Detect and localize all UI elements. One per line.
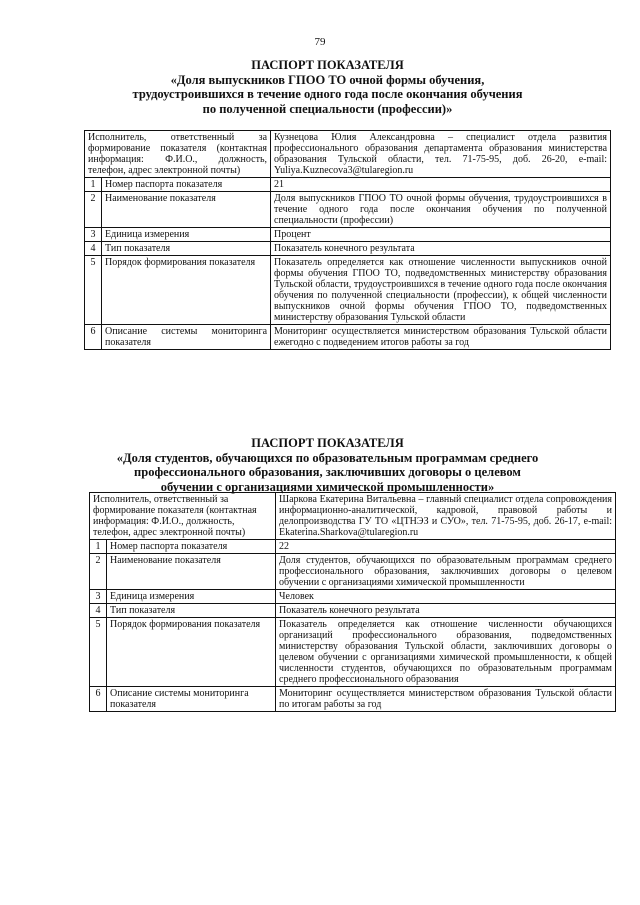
row-value: Мониторинг осуществляется министерством образования Тульской области по итогам работы за год bbox=[276, 687, 616, 712]
row-label: Описание системы мониторинга показателя bbox=[102, 325, 271, 350]
table-row bbox=[90, 604, 616, 618]
row-label: Порядок формирования показателя bbox=[107, 618, 276, 687]
table-row bbox=[85, 256, 611, 325]
passport-2-title-line: «Доля студентов, обучающихся по образовательным программам среднего bbox=[116, 450, 539, 465]
passport-1-title bbox=[60, 58, 595, 116]
executor-label: Исполнитель, ответственный за формирование показателя (контактная информация: Ф.И.О., должность, телефон, адрес электронной почты) bbox=[85, 131, 271, 178]
row-value: Человек bbox=[276, 590, 616, 604]
row-label: Тип показателя bbox=[107, 604, 276, 618]
row-number: 1 bbox=[85, 178, 102, 192]
row-value: Мониторинг осуществляется министерством образования Тульской области ежегодно с подведением итогов работы за год bbox=[271, 325, 611, 350]
table-row bbox=[85, 325, 611, 350]
row-label: Тип показателя bbox=[102, 242, 271, 256]
passport-2-title-line: профессионального образования, заключивших договоры о целевом bbox=[134, 465, 521, 479]
row-value: Процент bbox=[271, 228, 611, 242]
table-row bbox=[85, 228, 611, 242]
row-number: 4 bbox=[85, 242, 102, 256]
executor-label: Исполнитель, ответственный за формирование показателя (контактная информация: Ф.И.О., должность, телефон, адрес электронной почты) bbox=[90, 493, 276, 540]
executor-value: Шаркова Екатерина Витальевна – главный специалист отдела сопровождения информационно-аналитической, кадровой, правовой работы и делопроизводства ГУ ТО «ЦТНЭЗ и СУО», тел. 71-75-95, доб. 26-17, e-mail: Ekaterina.Sharkova@tularegion.ru bbox=[276, 493, 616, 540]
row-number: 3 bbox=[90, 590, 107, 604]
row-label: Единица измерения bbox=[102, 228, 271, 242]
row-number: 5 bbox=[90, 618, 107, 687]
row-value: Доля выпускников ГПОО ТО очной формы обучения, трудоустроившихся в течение одного года после окончания обучения по полученной специальности (профессии) bbox=[271, 192, 611, 228]
table-row bbox=[90, 618, 616, 687]
table-row bbox=[85, 131, 611, 178]
table-row bbox=[85, 178, 611, 192]
row-number: 6 bbox=[85, 325, 102, 350]
passport-1-title-line: трудоустроившихся в течение одного года после окончания обучения bbox=[132, 87, 523, 101]
row-value: Показатель конечного результата bbox=[271, 242, 611, 256]
row-number: 3 bbox=[85, 228, 102, 242]
passport-1-title-line: по полученной специальности (профессии)» bbox=[202, 101, 453, 116]
table-row bbox=[85, 192, 611, 228]
passport-2-table bbox=[89, 492, 616, 712]
table-row bbox=[90, 540, 616, 554]
row-number: 2 bbox=[90, 554, 107, 590]
table-row bbox=[90, 590, 616, 604]
row-number: 6 bbox=[90, 687, 107, 712]
table-row bbox=[90, 493, 616, 540]
row-number: 2 bbox=[85, 192, 102, 228]
passport-2-title bbox=[60, 436, 595, 494]
table-row bbox=[85, 242, 611, 256]
row-label: Описание системы мониторинга показателя bbox=[107, 687, 276, 712]
row-number: 1 bbox=[90, 540, 107, 554]
passport-1-table bbox=[84, 130, 611, 350]
table-row bbox=[90, 554, 616, 590]
row-number: 4 bbox=[90, 604, 107, 618]
passport-2-title-line: ПАСПОРТ ПОКАЗАТЕЛЯ bbox=[251, 436, 404, 450]
row-value: Показатель конечного результата bbox=[276, 604, 616, 618]
row-value: 21 bbox=[271, 178, 611, 192]
row-label: Порядок формирования показателя bbox=[102, 256, 271, 325]
row-number: 5 bbox=[85, 256, 102, 325]
row-label: Наименование показателя bbox=[102, 192, 271, 228]
passport-1-title-line: ПАСПОРТ ПОКАЗАТЕЛЯ bbox=[251, 58, 404, 72]
row-value: Показатель определяется как отношение численности обучающихся организаций профессионального образования, подведомственных министерству образования Тульской области, заключивших договоры о целевом обучении с организациями химической промышленности, к общей численности студентов, обучающихся по образовательным программам среднего профессионального образования bbox=[276, 618, 616, 687]
row-label: Номер паспорта показателя bbox=[107, 540, 276, 554]
row-value: Доля студентов, обучающихся по образовательным программам среднего профессионального образования, заключивших договоры о целевом обучении с организациями химической промышленности bbox=[276, 554, 616, 590]
executor-value: Кузнецова Юлия Александровна – специалист отдела развития профессионального образования департамента образования министерства образования Тульской области, тел. 71-75-95, доб. 26-20, e-mail: Yuliya.Kuznecova3@tularegion.ru bbox=[271, 131, 611, 178]
page-number: 79 bbox=[314, 36, 326, 48]
row-value: Показатель определяется как отношение численности выпускников очной формы обучения ГПОО ТО, подведомственных министерству образования Тульской области, трудоустроившихся в течение одного года после окончания обучения по полученной специальности (профессии), к общей численности выпускников очной формы обучения ГПОО ТО, подведомственных министерству образования Тульской области bbox=[271, 256, 611, 325]
table-row bbox=[90, 687, 616, 712]
row-label: Единица измерения bbox=[107, 590, 276, 604]
passport-1-title-line: «Доля выпускников ГПОО ТО очной формы обучения, bbox=[170, 72, 485, 87]
row-label: Наименование показателя bbox=[107, 554, 276, 590]
row-value: 22 bbox=[276, 540, 616, 554]
passport-2-title-line: обучении с организациями химической промышленности» bbox=[160, 479, 495, 494]
row-label: Номер паспорта показателя bbox=[102, 178, 271, 192]
